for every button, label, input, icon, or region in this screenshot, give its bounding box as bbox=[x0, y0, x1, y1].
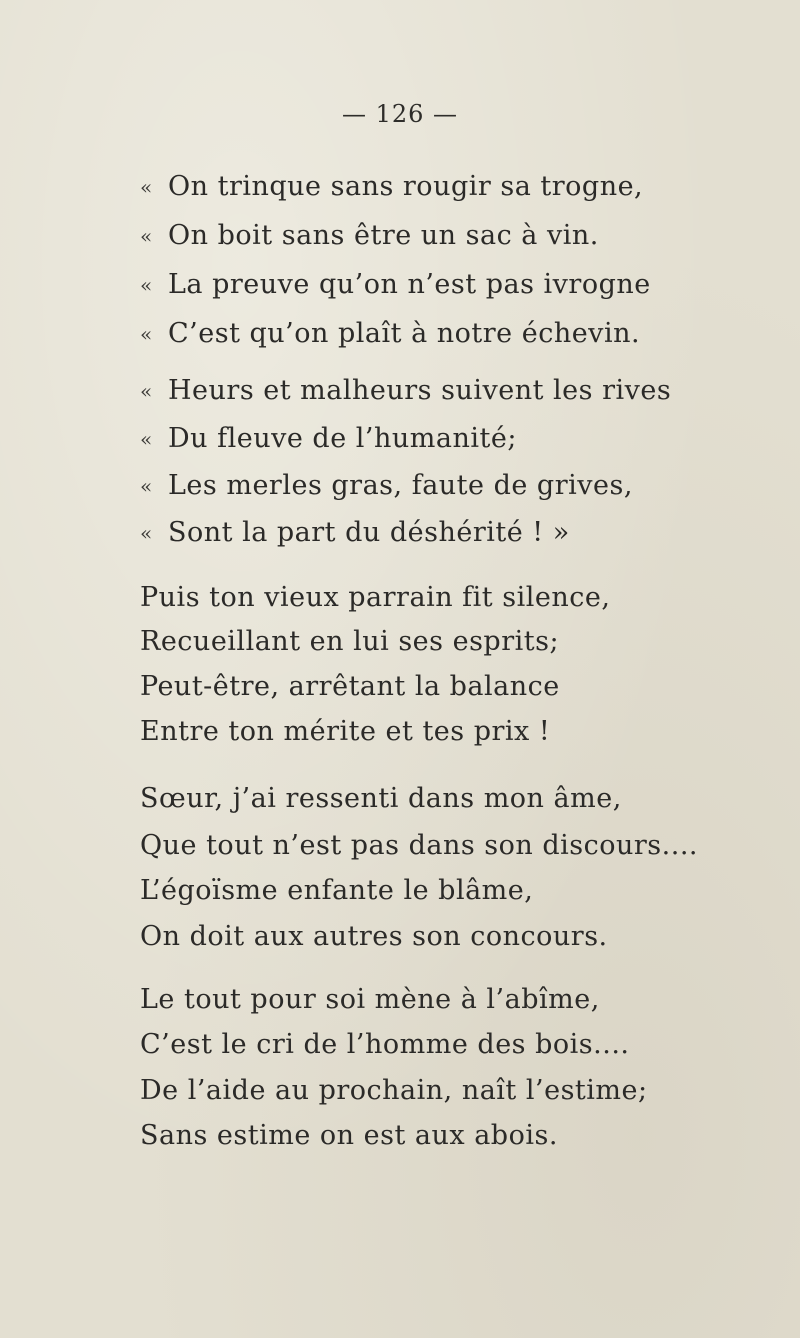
verse-line: De l’aide au prochain, naît l’estime; bbox=[140, 1075, 648, 1106]
quote-mark: « bbox=[140, 175, 153, 199]
quote-mark: « bbox=[140, 474, 153, 498]
quote-mark: « bbox=[140, 224, 153, 248]
quote-mark: « bbox=[140, 379, 153, 403]
verse-line: Du fleuve de l’humanité; bbox=[168, 423, 517, 454]
verse-line: On trinque sans rougir sa trogne, bbox=[168, 171, 644, 202]
verse-line: C’est qu’on plaît à notre échevin. bbox=[168, 318, 641, 349]
verse-line: Recueillant en lui ses esprits; bbox=[140, 626, 560, 657]
verse-line: Entre ton mérite et tes prix ! bbox=[140, 716, 551, 747]
verse-line: Le tout pour soi mène à l’abîme, bbox=[140, 984, 600, 1015]
verse-line: Heurs et malheurs suivent les rives bbox=[168, 375, 672, 406]
verse-line: Peut-être, arrêtant la balance bbox=[140, 671, 560, 702]
verse-line: Sans estime on est aux abois. bbox=[140, 1120, 558, 1151]
verse-line: C’est le cri de l’homme des bois.... bbox=[140, 1029, 630, 1060]
verse-line: La preuve qu’on n’est pas ivrogne bbox=[168, 269, 651, 300]
verse-line: On boit sans être un sac à vin. bbox=[168, 220, 599, 251]
page-number: — 126 — bbox=[341, 100, 459, 128]
quote-mark: « bbox=[140, 427, 153, 451]
quote-mark: « bbox=[140, 322, 153, 346]
quote-mark: « bbox=[140, 273, 153, 297]
verse-line: On doit aux autres son concours. bbox=[140, 921, 608, 952]
verse-line: Puis ton vieux parrain fit silence, bbox=[140, 582, 611, 613]
verse-line: Que tout n’est pas dans son discours.... bbox=[140, 830, 698, 861]
verse-line: L’égoïsme enfante le blâme, bbox=[140, 875, 534, 906]
verse-line: Sœur, j’ai ressenti dans mon âme, bbox=[140, 783, 622, 814]
verse-line: Sont la part du déshérité ! » bbox=[168, 517, 570, 548]
verse-line: Les merles gras, faute de grives, bbox=[168, 470, 633, 501]
quote-mark: « bbox=[140, 521, 153, 545]
